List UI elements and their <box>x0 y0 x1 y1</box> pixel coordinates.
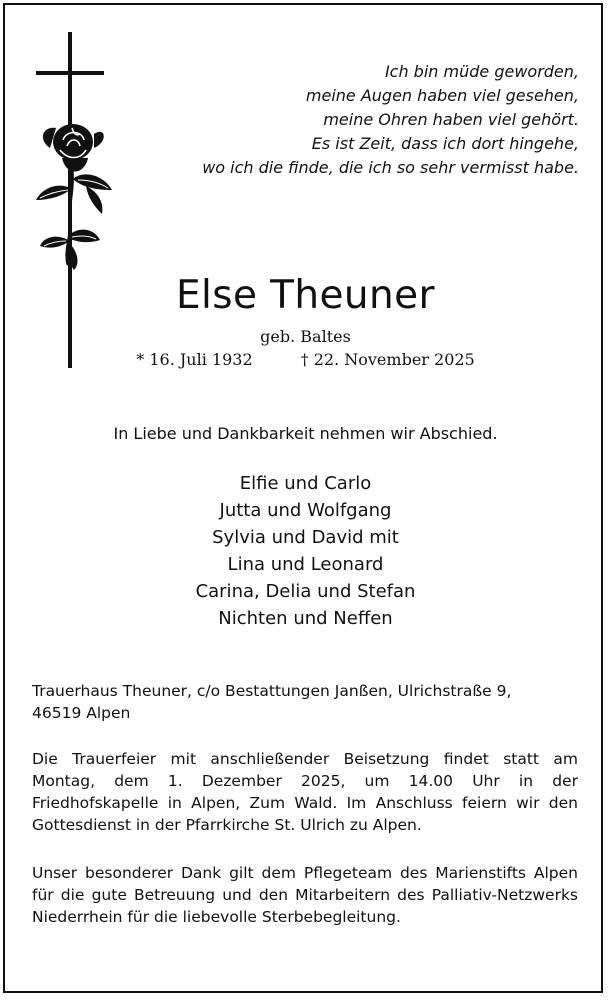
thanks-text: Unser besonderer Dank gilt dem Pflegeteam des Marienstifts Alpen für die gute Betreuung und den Mitarbeitern des Palliativ-Netzwerks Niederrhein für die liebevolle Sterbebegleitung. <box>32 864 578 926</box>
mourning-house-address <box>32 680 578 724</box>
mourner-entry: Carina, Delia und Stefan <box>195 581 416 602</box>
birth-name: geb. Baltes <box>260 327 351 346</box>
mourners-list <box>0 470 611 632</box>
farewell-text: In Liebe und Dankbarkeit nehmen wir Abschied. <box>113 424 498 443</box>
ceremony-info: Die Trauerfeier mit anschließender Beisetzung findet statt am Montag, dem 1. Dezember 2025, um 14.00 Uhr in der Friedhofskapelle in Alpen, Zum Wald. Im Anschluss feiern wir den Gottesdienst in der Pfarrkirche St. Ulrich zu Alpen. <box>32 750 578 834</box>
mourner-entry: Jutta und Wolfgang <box>219 500 392 521</box>
mourner-entry: Nichten und Neffen <box>218 608 393 629</box>
death-date: † 22. November 2025 <box>300 350 475 369</box>
deceased-name: Else Theuner <box>176 273 435 318</box>
mourner-entry: Lina und Leonard <box>227 554 384 575</box>
poem-line: meine Ohren haben viel gehört. <box>323 110 579 129</box>
poem <box>119 60 579 180</box>
address-line: 46519 Alpen <box>32 704 131 722</box>
mourner-entry: Elfie und Carlo <box>239 473 372 494</box>
poem-line: meine Augen haben viel gesehen, <box>305 86 579 105</box>
mourner-entry: Sylvia und David mit <box>212 527 399 548</box>
poem-line: wo ich die finde, die ich so sehr vermisst habe. <box>202 158 579 177</box>
address-line: Trauerhaus Theuner, c/o Bestattungen Janßen, Ulrichstraße 9, <box>32 682 512 700</box>
life-dates <box>0 349 611 371</box>
birth-date: * 16. Juli 1932 <box>136 350 253 369</box>
poem-line: Es ist Zeit, dass ich dort hingehe, <box>311 134 579 153</box>
poem-line: Ich bin müde geworden, <box>384 62 579 81</box>
